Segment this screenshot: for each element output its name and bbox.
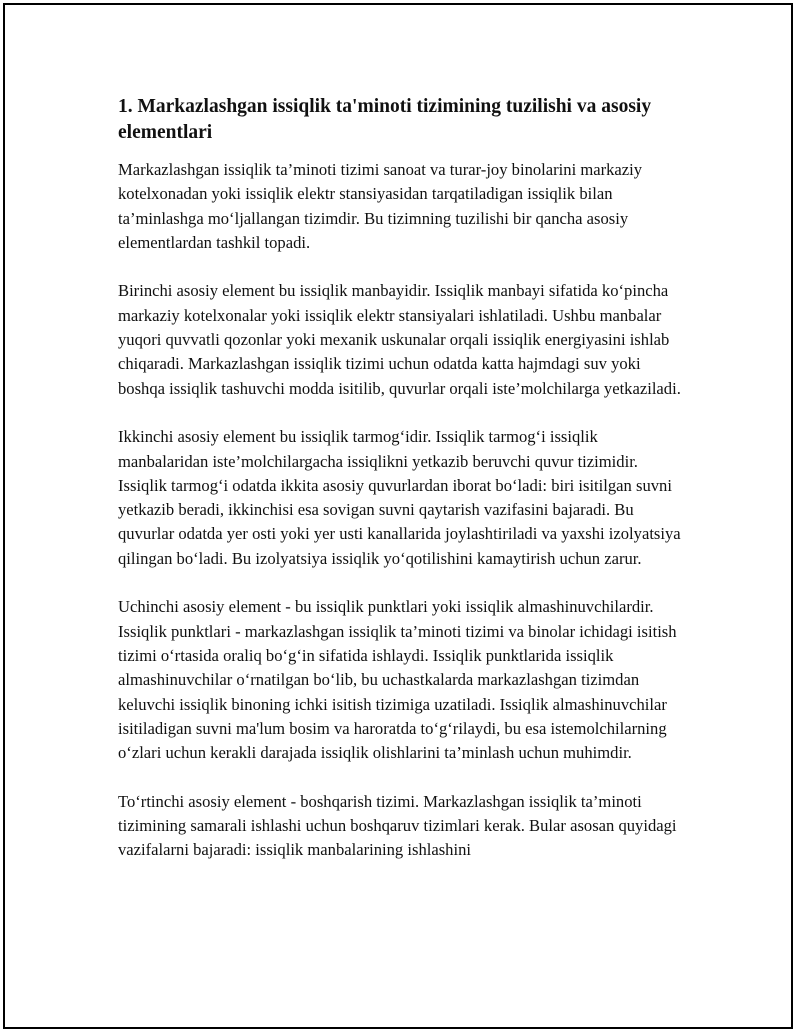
paragraph-control-system: To‘rtinchi asosiy element - boshqarish tizimi. Markazlashgan issiqlik ta’minoti tizimining samarali ishlashi uchun boshqaruv tizimlari kerak. Bular asosan quyidagi vazifalarni bajaradi: issiqlik manbalarining ishlashini	[118, 791, 677, 860]
paragraph-heat-points: Uchinchi asosiy element - bu issiqlik punktlari yoki issiqlik almashinuvchilardir. Issiqlik punktlari - markazlashgan issiqlik ta’minoti tizimi va binolar ichidagi isitish tizimi o‘rtasida oraliq bo‘g‘in sifatida ishlaydi. Issiqlik punktlarida issiqlik almashinuvchilar o‘rnatilgan bo‘lib, bu uchastkalarda markazlashgan tizimdan keluvchi issiqlik binoning ichki isitish tizimiga uzatiladi. Issiqlik almashinuvchilar isitiladigan suvni ma'lum bosim va haroratda to‘g‘rilaydi, bu esa istemolchilarning o‘zlari uchun kerakli darajada issiqlik olishlarini ta’minlash uchun muhimdir.	[118, 597, 677, 763]
document-body	[118, 94, 688, 887]
paragraph-intro: Markazlashgan issiqlik ta’minoti tizimi sanoat va turar-joy binolarini markaziy kotelxonadan yoki issiqlik elektr stansiyasidan tarqatiladigan issiqlik bilan ta’minlashga mo‘ljallangan tizimdir. Bu tizimning tuzilishi bir qancha asosiy elementlardan tashkil topadi.	[118, 160, 643, 252]
paragraph-heat-source: Birinchi asosiy element bu issiqlik manbayidir. Issiqlik manbayi sifatida ko‘pincha markaziy kotelxonalar yoki issiqlik elektr stansiyalari ishlatiladi. Ushbu manbalar yuqori quvvatli qozonlar yoki mexanik uskunalar orqali issiqlik energiyasini ishlab chiqaradi. Markazlashgan issiqlik tizimi uchun odatda katta hajmdagi suv yoki boshqa issiqlik tashuvchi modda isitilib, quvurlar orqali iste’molchilarga yetkaziladi.	[118, 281, 681, 398]
section-heading: 1. Markazlashgan issiqlik ta'minoti tizimining tuzilishi va asosiy elementlari	[118, 96, 652, 143]
paragraph-heat-network: Ikkinchi asosiy element bu issiqlik tarmog‘idir. Issiqlik tarmog‘i issiqlik manbalaridan iste’molchilargacha issiqlikni yetkazib beruvchi quvur tizimidir. Issiqlik tarmog‘i odatda ikkita asosiy quvurlardan iborat bo‘ladi: biri isitilgan suvni yetkazib beradi, ikkinchisi esa sovigan suvni qaytarish vazifasini bajaradi. Bu quvurlar odatda yer osti yoki yer usti kanallarida joylashtiriladi va yaxshi izolyatsiya qilingan bo‘ladi. Bu izolyatsiya issiqlik yo‘qotilishini kamaytirish uchun zarur.	[118, 427, 681, 568]
